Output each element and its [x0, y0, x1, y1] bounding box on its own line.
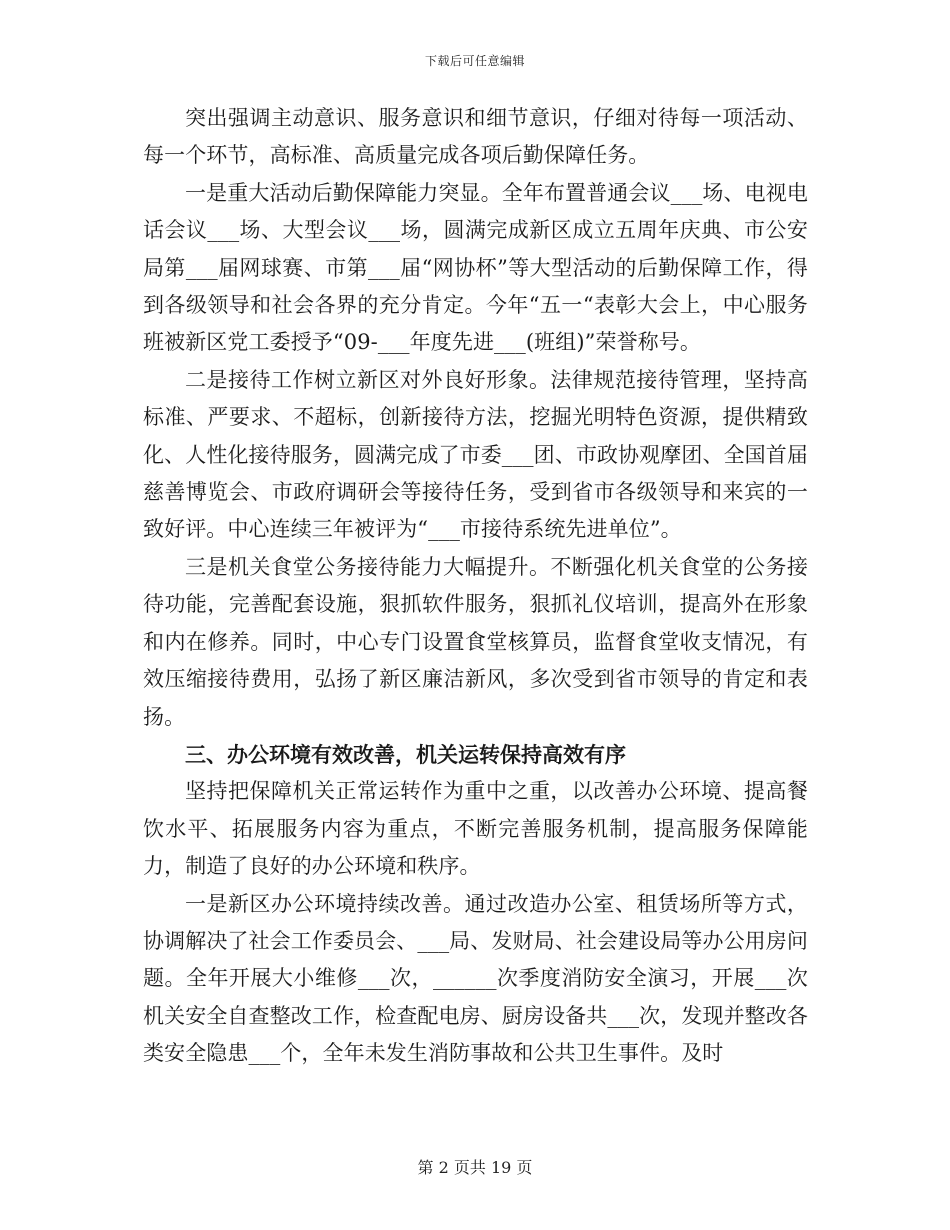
section-heading: 三、办公环境有效改善，机关运转保持高效有序 [185, 741, 626, 767]
paragraph-2: 一是重大活动后勤保障能力突显。全年布置普通会议___场、电视电话会议___场、大型会议___场，圆满完成新区成立五周年庆典、市公安局第___届网球赛、市第___届“网协杯”等大型活动的后勤保障工作，得到各级领导和社会各界的充分肯定。今年“五一“表彰大会上，中心服务班被新区党工委授予“09-___年度先进___(班组)”荣誉称号。 [143, 180, 808, 355]
paragraph-6: 一是新区办公环境持续改善。通过改造办公室、租赁场所等方式，协调解决了社会工作委员会、___局、发财局、社会建设局等办公用房问题。全年开展大小维修___次，______次季度消防安全演习，开展___次机关安全自查整改工作，检查配电房、厨房设备共___次，发现并整改各类安全隐患___个，全年未发生消防事故和公共卫生事件。及时 [143, 891, 808, 1066]
page-footer: 第 2 页共 19 页 [417, 1158, 533, 1177]
paragraph-3: 二是接待工作树立新区对外良好形象。法律规范接待管理，坚持高标准、严要求、不超标，创新接待方法，挖掘光明特色资源，提供精致化、人性化接待服务，圆满完成了市委___团、市政协观摩团、全国首届慈善博览会、市政府调研会等接待任务，受到省市各级领导和来宾的一致好评。中心连续三年被评为“___市接待系统先进单位”。 [143, 367, 808, 542]
paragraph-5: 坚持把保障机关正常运转作为重中之重，以改善办公环境、提高餐饮水平、拓展服务内容为重点，不断完善服务机制，提高服务保障能力，制造了良好的办公环境和秩序。 [143, 779, 808, 879]
paragraph-1: 突出强调主动意识、服务意识和细节意识，仔细对待每一项活动、每一个环节，高标准、高质量完成各项后勤保障任务。 [143, 106, 808, 168]
paragraph-4: 三是机关食堂公务接待能力大幅提升。不断强化机关食堂的公务接待功能，完善配套设施，狠抓软件服务，狠抓礼仪培训，提高外在形象和内在修养。同时，中心专门设置食堂核算员，监督食堂收支情况，有效压缩接待费用，弘扬了新区廉洁新风，多次受到省市领导的肯定和表扬。 [143, 554, 808, 729]
page-header: 下载后可任意编辑 [424, 54, 525, 68]
document-body [143, 100, 808, 1073]
